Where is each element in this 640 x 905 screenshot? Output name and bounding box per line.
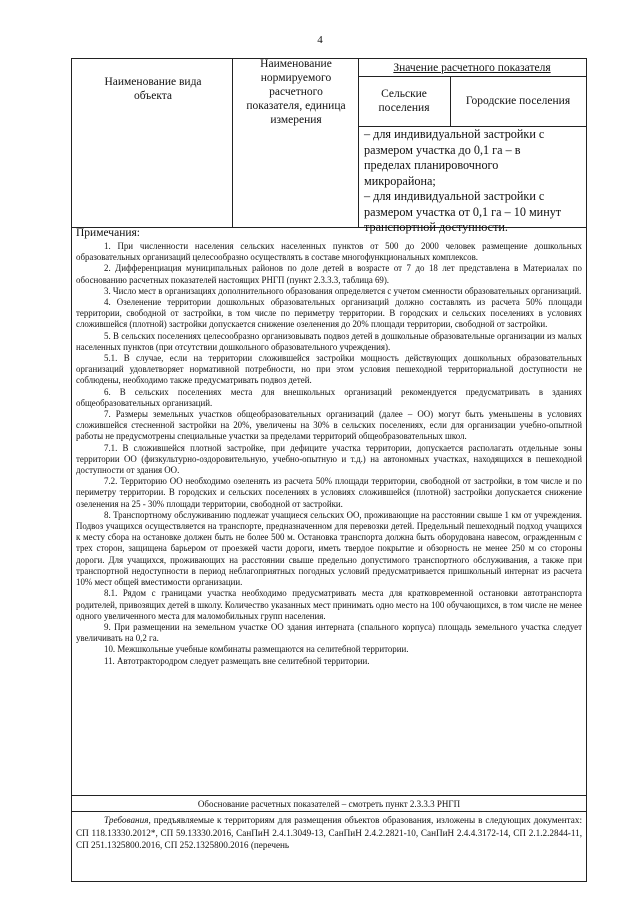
note-item: 6. В сельских поселениях места для внешкольных организаций рекомендуется предусматривать в зданиях общеобразовательных организаций.: [76, 386, 582, 408]
header-rural: Сельские поселения: [378, 88, 430, 114]
note-item: 2. Дифференциация муниципальных районов по доле детей в возрасте от 7 до 18 лет представлена в Материалах по обоснованию расчетных показателей настоящих РНГП (пункт 2.3.3.3, таблица 69).: [76, 263, 582, 285]
note-item: 10. Межшкольные учебные комбинаты размещаются на селитебной территории.: [104, 644, 409, 655]
notes-title: Примечания:: [76, 227, 140, 239]
note-item: 11. Автотрактородром следует размещать вне селитебной территории.: [104, 655, 370, 666]
value-line: – для индивидуальной застройки с размером участка от 0,1 га – 10 минут транспортной доступности.: [364, 189, 562, 234]
norms-table: [71, 58, 587, 882]
value-cell: [364, 127, 570, 236]
note-item: 8. Транспортному обслуживанию подлежат учащиеся сельских ОО, проживающие на расстоянии свыше 1 км от учреждения. Подвоз учащихся осуществляется на транспорте, предназначенном для перевозки детей. Предельный пешеходный подход учащихся к месту сбора на остановке должен быть не более 500 м. Остановка транспорта должна быть оборудована навесом, огражденным с трех сторон, защищена барьером от проезжей части дороги, иметь твердое покрытие и обзорность не менее 250 м со стороны дороги. Для учащихся, проживающих на расстоянии свыше предельно допустимого транспортного обслуживания, а также при транспортной недоступности в период неблагоприятных погодных условий предусматривается пришкольный интернат из расчета 10% мест общей вместимости организации.: [76, 509, 582, 588]
header-urban: Городские поселения: [465, 95, 571, 107]
note-item: 1. При численности населения сельских населенных пунктов от 500 до 2000 человек размещение дошкольных образовательных организаций целесообразно осуществлять в составе многофункциональных комплексов.: [76, 241, 582, 263]
notes-section: [76, 227, 582, 667]
note-item: 9. При размещении на земельном участке ОО здания интерната (спального корпуса) площадь земельного участка следует увеличивать на 0,2 га.: [76, 621, 582, 644]
table-divider: [72, 795, 586, 796]
table-divider: [358, 59, 359, 227]
header-object-type: Наименование вида объекта: [104, 76, 202, 102]
table-divider: [232, 59, 233, 227]
note-item: 7.2. Территорию ОО необходимо озеленять из расчета 50% площади территории, свободной от застройки, в том числе и по периметру территории. В городских и сельских поселениях в условиях сложившейся (плотной) застройки допускается снижение озеленения на 25 - 30% площади территории, свободной от застройки.: [76, 476, 582, 509]
note-item: 5.1. В случае, если на территории сложившейся застройки мощность действующих дошкольных образовательных организаций удовлетворяет нормативной потребности, но при этом условия пешеходной территориальной доступности не соблюдены, необходимо также предусматривать подвоз детей.: [76, 353, 582, 386]
header-indicator: Наименование нормируемого расчетного показателя, единица измерения: [246, 58, 346, 126]
requirements-text: предъявляемые к территориям для размещения объектов образования, изложены в следующих документах: СП 118.13330.2012*, СП 59.13330.2016, СанПиН 2.4.1.3049-13, СанПиН 2.4.2.2821-10, СанПиН 2.4.4.3172-14, СП 2.1.2.2844-11, СП 251.1325800.2016, СП 252.1325800.2016 (перечень: [76, 815, 582, 850]
note-item: 5. В сельских поселениях целесообразно организовывать подвоз детей в дошкольные образовательные организации из малых населенных пунктов (при отсутствии дошкольного образовательного учреждения).: [76, 330, 582, 352]
table-divider: [72, 811, 586, 812]
note-item: 7. Размеры земельных участков общеобразовательных организаций (далее – ОО) могут быть уменьшены в условиях сложившейся стесненной застройки на 20%, увеличены на 30% в сельских поселениях, если для организации учебно-опытной работы не предусмотрены специальные участки за пределами территорий общеобразовательных школ.: [76, 409, 582, 442]
note-item: 4. Озеленение территории дошкольных образовательных организаций должно составлять из расчета 50% площади территории, свободной от застройки, в том числе по периметру территории. В городских и сельских поселениях в условиях сложившейся (плотной) застройки допускается снижение озеленения до 20% площади территории, свободной от застройки.: [76, 297, 582, 330]
note-item: 7.1. В сложившейся плотной застройке, при дефиците участка территории, допускается располагать отдельные зоны территории ОО (физкультурно-оздоровительную, учебно-опытную и т.д.) на автономных участках, находящихся в пешеходной доступности от здания ОО.: [76, 442, 582, 476]
note-item: 3. Число мест в организациях дополнительного образования определяется с учетом сменности образовательных организаций.: [104, 285, 582, 296]
requirements-word: Требования,: [104, 815, 151, 825]
value-line: – для индивидуальной застройки с размером участка до 0,1 га – в пределах планировочного микрорайона;: [364, 127, 545, 188]
requirements-paragraph: [76, 814, 582, 852]
page-number: 4: [317, 34, 323, 46]
source-reference: Обоснование расчетных показателей – смотреть пункт 2.3.3.3 РНГП: [197, 799, 461, 809]
note-item: 8.1. Рядом с границами участка необходимо предусматривать места для кратковременной остановки автотранспорта родителей, привозящих детей в школу. Количество указанных мест принимать одно место на 100 обучающихся, в том числе не менее одного увеличенного места для маломобильных групп населения.: [76, 588, 582, 621]
header-value-group: Значение расчетного показателя: [393, 62, 551, 74]
table-divider: [358, 76, 586, 77]
table-divider: [450, 76, 451, 126]
